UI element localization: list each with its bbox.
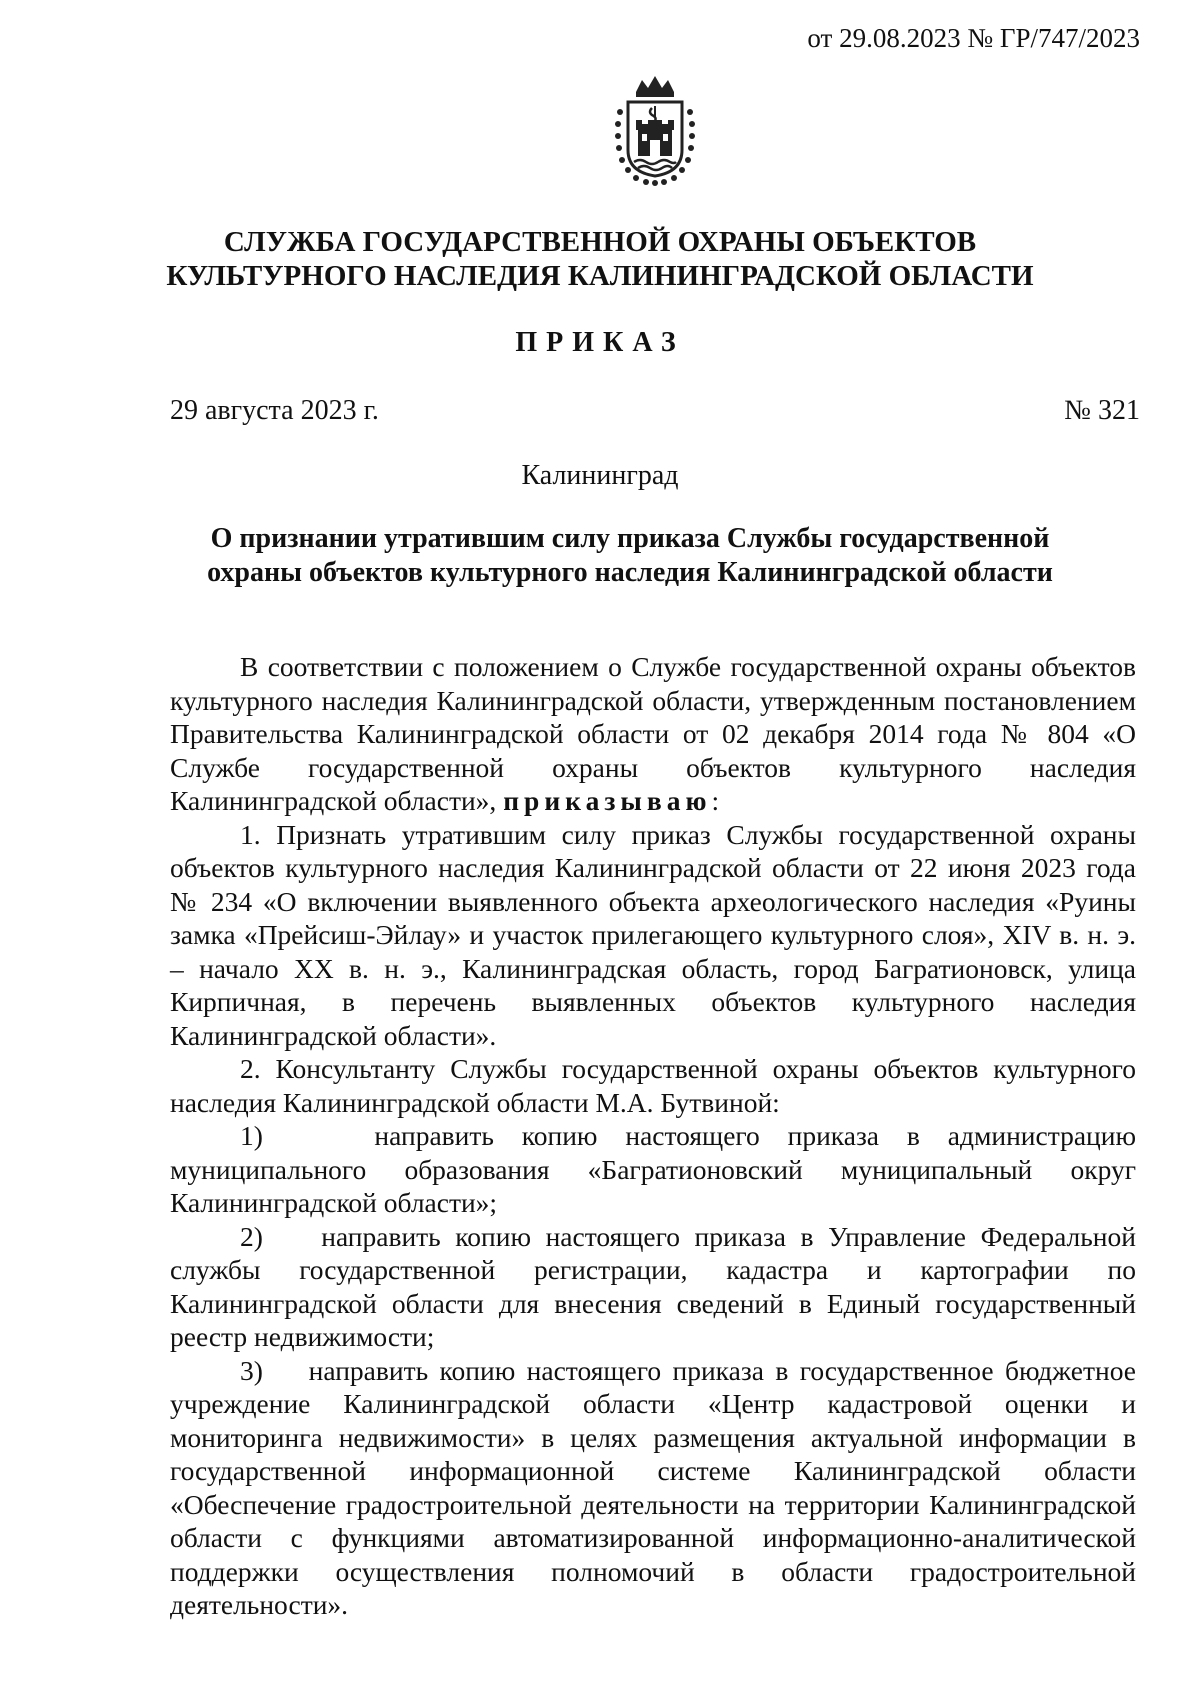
body-intro-paragraph [170, 650, 1136, 818]
body-intro-command: приказываю [503, 785, 712, 816]
body-item-2-2: 2) направить копию настоящего приказа в Управление Федеральной службы государственной регистрации, кадастра и картографии по Калининградской области для внесения сведений в Единый государственный реестр недвижимости; [170, 1220, 1143, 1352]
order-subject-line-2: охраны объектов культурного наследия Калининградской области [207, 557, 1053, 588]
organization-title [100, 225, 1100, 293]
order-subject-line-1: О признании утратившим силу приказа Службы государственной [210, 523, 1050, 554]
body-intro-end: : [711, 785, 720, 816]
body-item-2: 2. Консультанту Службы государственной охраны объектов культурного наследия Калининградской области М.А. Бутвиной: [170, 1053, 1136, 1118]
body-intro-text: В соответствии с положением о Службе государственной охраны объектов культурного наследия Калининградской области, утвержденным постановлением Правительства Калининградской области от 02 декабря 2014 года № 804 «О Службе государственной охраны объектов культурного наследия Калининградской области», [170, 651, 1136, 816]
organization-title-line-2: КУЛЬТУРНОГО НАСЛЕДИЯ КАЛИНИНГРАДСКОЙ ОБЛАСТИ [166, 260, 1034, 292]
order-body [170, 650, 1143, 1622]
order-city: Калининград [521, 460, 679, 491]
kaliningrad-coat-of-arms-icon [612, 72, 698, 190]
order-subject [170, 522, 1090, 590]
body-item-1: 1. Признать утратившим силу приказ Службы государственной охраны объектов культурного наследия Калининградской области от 22 июня 2023 года № 234 «О включении выявленного объекта археологического наследия «Руины замка «Прейсиш-Эйлау» и участок прилегающего культурного слоя», XIV в. н. э. – начало XX в. н. э., Калининградская область, город Багратионовск, улица Кирпичная, в перечень выявленных объектов культурного наследия Калининградской области». [170, 818, 1136, 1051]
order-date: 29 августа 2023 г. [170, 395, 379, 426]
organization-title-line-1: СЛУЖБА ГОСУДАРСТВЕННОЙ ОХРАНЫ ОБЪЕКТОВ [223, 226, 977, 258]
order-number: № 321 [1064, 395, 1140, 426]
order-heading: ПРИКАЗ [515, 327, 685, 358]
registration-number: от 29.08.2023 № ГР/747/2023 [807, 23, 1140, 53]
body-item-2-1: 1) направить копию настоящего приказа в администрацию муниципального образования «Багратионовский муниципальный округ Калининградской области»; [170, 1120, 1143, 1218]
body-item-2-3: 3) направить копию настоящего приказа в государственное бюджетное учреждение Калининградской области «Центр кадастровой оценки и мониторинга недвижимости» в целях размещения актуальной информации в государственной информационной системе Калининградской области «Обеспечение градостроительной деятельности на территории Калининградской области с функциями автоматизированной информационно-аналитической поддержки осуществления полномочий в области градостроительной деятельности». [170, 1354, 1143, 1620]
